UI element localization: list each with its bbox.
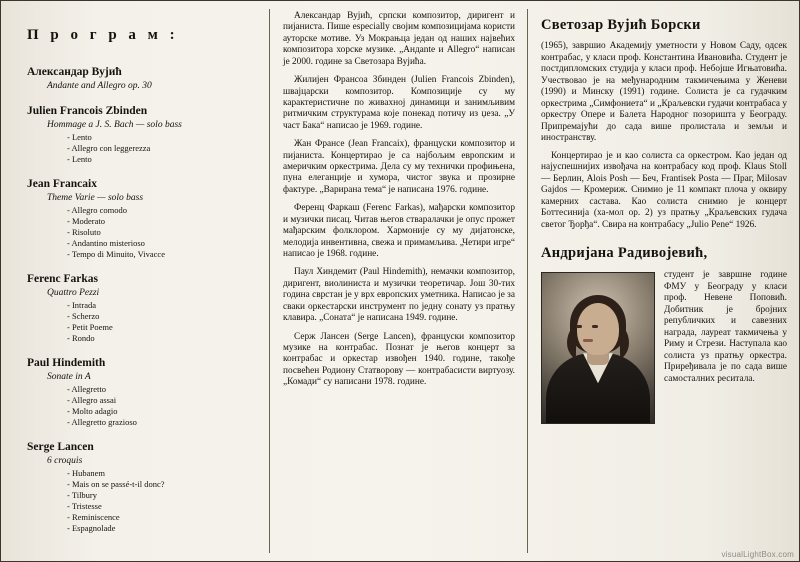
biography-paragraph: студент је завршне године ФМУ у Београду у класи проф. Невене Поповић. Добитник је бројних републичких и савезних награда, лауреат такмичења у Риму и Стрези. Наступала као солиста уз пратњу оркестра. Приређивала је по сада више самосталних реситала.: [664, 270, 787, 384]
note-paragraph: Паул Хиндемит (Paul Hindemith), немачки композитор, диригент, виолиниста и музички теоретичар. Још 30-тих година сврстан је у врх европских уметника. Написао је за сваки оркестарски инструмент по једну сонату уз пратњу клавира. „Соната“ је написана 1949. године.: [283, 267, 515, 324]
photo-eye-left: [576, 325, 582, 328]
movement-item: - Allegro assai: [67, 395, 259, 405]
movement-list: [67, 384, 259, 427]
program-entry: [13, 66, 259, 91]
program-composer: Ferenc Farkas: [27, 273, 99, 285]
photo-mouth: [583, 339, 593, 342]
movement-item: - Petit Poeme: [67, 322, 259, 332]
program-entry: [13, 441, 259, 533]
movement-list: [67, 205, 259, 259]
movement-item: - Reminiscence: [67, 512, 259, 522]
note-paragraph: Жилијен Франсоа Збинден (Julien Francois Zbinden), швајцарски композитор. Композиције су му карактеристичне по живахној динамици и занимљивим ритмичким структурама које понекад потичу из џеза. „У част Бака“ написао је 1969. године.: [283, 75, 515, 131]
biography-column: [527, 1, 799, 561]
movement-item: - Moderato: [67, 216, 259, 226]
program-heading: П р о г р а м :: [27, 27, 179, 43]
program-notes-column: [269, 1, 527, 561]
program-entry: [13, 105, 259, 164]
program-work: Theme Varie — solo bass: [47, 193, 144, 203]
program-composer: Julien Francois Zbinden: [27, 105, 148, 117]
movement-item: - Tilbury: [67, 490, 259, 500]
note-paragraph: Серж Лансен (Serge Lancen), француски композитор музике на контрабас. Познат је његов концерт за контрабас и оркестар извођен 1940. године, такође посвећен Родиону Статворову — контрабасисти виртуозу. „Комади“ су написани 1978. године.: [283, 331, 515, 388]
movement-item: - Intrada: [67, 300, 259, 310]
movement-item: - Rondo: [67, 333, 259, 343]
movement-item: - Andantino misterioso: [67, 238, 259, 248]
program-composer: Paul Hindemith: [27, 357, 106, 369]
movement-item: - Tempo di Minuito, Vivacce: [67, 249, 259, 259]
watermark: visualLightBox.com: [721, 550, 794, 559]
portrait-photo: [541, 272, 655, 424]
note-paragraph: Александар Вујић, српски композитор, диригент и пијаниста. Пише especially својим композицијама користи ауторске мотиве. Уз Мокрањца један од наших највећих композитора хорске музике. „Андаnte и Allegro“ написан је 2000. године за Светозара Вујића.: [283, 11, 515, 67]
movement-item: - Mais on se passé-t-il donc?: [67, 479, 259, 489]
movement-item: - Scherzo: [67, 311, 259, 321]
movement-item: - Tristesse: [67, 501, 259, 511]
performer-name-heading: Светозар Вујић Борски: [541, 17, 701, 33]
movement-item: - Allegro con leggerezza: [67, 143, 259, 153]
movement-item: - Espagnolade: [67, 523, 259, 533]
movement-list: [67, 132, 259, 164]
program-composer: Александар Вујић: [27, 66, 122, 78]
program-composer: Jean Francaix: [27, 178, 97, 190]
movement-list: [67, 468, 259, 533]
program-work: Quattro Pezzi: [47, 288, 100, 298]
program-entry: [13, 178, 259, 259]
biography2-block: [541, 270, 787, 427]
movement-item: - Hubanem: [67, 468, 259, 478]
movement-list: [67, 300, 259, 343]
biography-paragraph: Концертирао је и као солиста са оркестром. Као један од најуспешнијих извођача на контрабасу код проф. Klaus Stoll — Берлин, Alois Posh — Беч, Frantisek Posta — Праг, Milosav Gajdos — Кромериж. Снимио је 11 компакт плоча у оквиру камерних састава. Као солиста снимио је концерт Боттесинија (ха-мол ор. 2) уз пратњу „Краљевских гудача светог Ђорђа“. Свира на контрабасу „Julio Pene“ 1926.: [541, 150, 787, 230]
program-work: Hommage a J. S. Bach — solo bass: [47, 120, 182, 130]
program-entry: [13, 357, 259, 427]
movement-item: - Risoluto: [67, 227, 259, 237]
biography-paragraph: (1965), завршио Академију уметности у Новом Саду, одсек контрабас, у класи проф. Константина Ивановића. Студент је постдипломских студија у класи проф. Небојше Игњатовића. Учествовао је на међународним такмичењима у Женеви (1990) и Минску (1991) године. Солиста је са гудачким оркестрима „Симфониета“ и „Краљевски гудачи контрабаса у оркестру Опере и Балета Народног позоришта у Београду. Припремајући до сада више пролистала и земљи и иностранству.: [541, 41, 787, 144]
program-work: Andante and Allegro op. 30: [47, 81, 152, 91]
note-paragraph: Ференц Фаркаш (Ferenc Farkas), мађарски композитор и музички писац. Читав његов стваралачки је опус прожет мађарским фолклором. Хармоније су му дијатонске, мелодија инвентивна, свежа и примамљива. „Четири игре“ написао је 1968. године.: [283, 203, 515, 260]
photo-eye-right: [592, 325, 598, 328]
movement-item: - Allegro comodo: [67, 205, 259, 215]
movement-item: - Allegretto grazioso: [67, 417, 259, 427]
movement-item: - Allegretto: [67, 384, 259, 394]
photo-face: [577, 303, 619, 355]
program-column: [1, 1, 269, 561]
note-paragraph: Жан Франсе (Jean Francaix), француски композитор и пијаниста. Концертирао је са најбољим европским и америчким оркестрима. Дела су му технички профињена, пуна елеганције и хумора, чистог звука и прозирне фактуре. „Варирана тема“ је написана 1976. године.: [283, 139, 515, 195]
program-work: Sonate in A: [47, 372, 91, 382]
program-entry: [13, 273, 259, 343]
performer2-name-heading: Андријана Радивојевић,: [541, 245, 708, 262]
movement-item: - Molto adagio: [67, 406, 259, 416]
movement-item: - Lento: [67, 132, 259, 142]
program-work: 6 croquis: [47, 456, 83, 466]
program-composer: Serge Lancen: [27, 441, 94, 453]
movement-item: - Lento: [67, 154, 259, 164]
